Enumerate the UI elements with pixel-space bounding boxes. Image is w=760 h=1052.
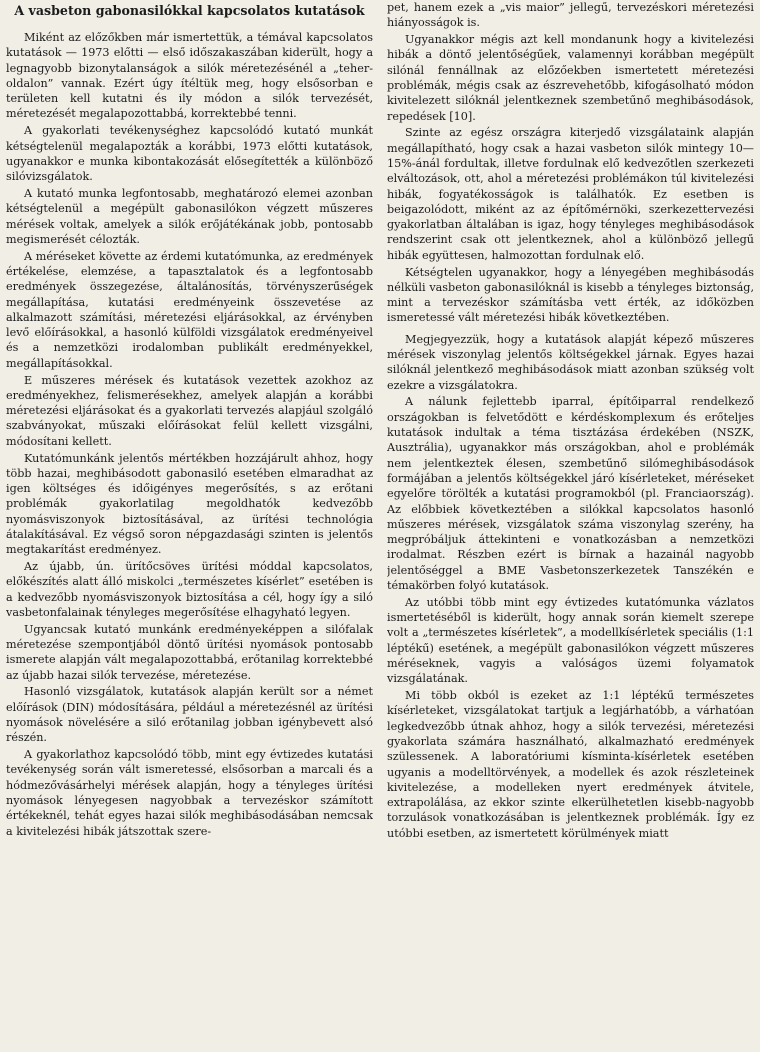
paragraph: Szinte az egész országra kiterjedő vizsgálataink alapján megállapítható, hogy csak a hazai vasbeton silók mintegy 10—15%-ánál fordultak, illetve fordulnak elő kedvezőtlen szerkezeti elváltozások, ott, ahol a méretezési problémákon túl kivitelezési hibák, fogyatékosságok is találhatók. Ez esetben is beigazolódott, miként az az építőmérnöki, szerkezettervezési gyakorlatban általában is igaz, hogy tényleges meghibásodások rendszerint csak ott jelentkeznek, ahol a különböző jellegű hibák együttesen, halmozottan fordulnak elő. — [387, 126, 754, 262]
article-title: A vasbeton gabonasilókkal kapcsolatos kutatások — [14, 3, 365, 18]
paragraph: Kutatómunkánk jelentős mértékben hozzájárult ahhoz, hogy több hazai, meghibásodott gabonasiló esetében elmaradhat az igen költséges és időigényes megerősítés, s az erőtani problémák gyakorlatilag megoldhatók kedvezőbb nyomásviszonyok biztosításával, az ürítési technológia átalakításával. Ez végső soron népgazdasági szinten is jelentős megtakarítást eredményez. — [6, 451, 373, 557]
left-column — [6, 0, 373, 1052]
paragraph: A nálunk fejlettebb iparral, építőiparral rendelkező országokban is felvetődött e kérdéskomplexum és erőteljes kutatások indultak a téma tisztázása érdekében (NSZK, Ausztrália), ugyanakkor más országokban, ahol e problémák nem jelentkeztek élesen, szembetűnő silómeghibásodások formájában a jelentős költségekkel járó kísérleteket, méréseket egyelőre törölték a kutatási programokból (pl. Franciaország). Az előbbiek következtében a silókkal kapcsolatos hasonló műszeres mérések, vizsgálatok száma viszonylag szerény, ha megpróbáljuk áttekinteni e vonatkozásban a nemzetközi irodalmat. Részben ezért is bírnak a hazainál nagyobb jelentőséggel a BME Vasbetonszerkezetek Tanszékén e témakörben folyó kutatások. — [387, 395, 754, 592]
paragraph: A gyakorlati tevékenységhez kapcsolódó kutató munkát kétségtelenül megalapozták a korábbi, 1973 előtti kutatások, ugyanakkor e munka kibontakozását elősegítették a különböző silóvizsgálatok. — [6, 124, 373, 184]
paragraph-continuation: pet, hanem ezek a „vis maior” jellegű, tervezéskori méretezési hiányosságok is. — [387, 1, 754, 30]
paragraph: E műszeres mérések és kutatások vezettek azokhoz az eredményekhez, felismerésekhez, amelyek alapján a korábbi méretezési eljárásokat és a gyakorlati tervezés alapjául szolgáló szabványokat, műszaki előírásokat felül kellett vizsgálni, módosítani kellett. — [6, 373, 373, 448]
paragraph: Az újabb, ún. ürítőcsöves ürítési móddal kapcsolatos, előkészítés alatt álló miskolci „természetes kísérlet” esetében is a kedvezőbb nyomásviszonyok biztosítása a cél, hogy így a siló vasbetonfalainak tényleges megerősítése elhagyható legyen. — [6, 560, 373, 619]
paragraph: Miként az előzőkben már ismertettük, a témával kapcsolatos kutatások — 1973 előtti — első időszakaszában kiderült, hogy a legnagyobb bizonytalanságok a silók méretezésénél a „teher-oldalon” vannak. Ezért úgy ítéltük meg, hogy elsősorban e területen kell kutatni és ily módon a silók tervezését, méretezését megalapozottabbá, korrektebbé tenni. — [6, 31, 373, 121]
paragraph: Ugyanakkor mégis azt kell mondanunk hogy a kivitelezési hibák a döntő jelentőségűek, valamennyi korábban megépült silónál fennállnak az előzőekben ismertetett méretezési problémák, mégis csak az észrevehetőbb, kifogásolható módon kivitelezett silóknál jelentkeznek szembetűnő meghibásodások, repedések [10]. — [387, 33, 754, 123]
paragraph: A kutató munka legfontosabb, meghatározó elemei azonban kétségtelenül a megépült gabonasilókon végzett műszeres mérések voltak, amelyek a silók erőjátékának jobb, pontosabb megismerését célozták. — [6, 186, 373, 246]
paragraph: Ugyancsak kutató munkánk eredményeképpen a silófalak méretezése szempontjából döntő ürítési nyomások pontosabb ismerete alapján vált megalapozottabbá, erőtanilag korrektebbé az újabb hazai silók tervezése, méretezése. — [6, 622, 373, 682]
paragraph: Megjegyezzük, hogy a kutatások alapját képező műszeres mérések viszonylag jelentős költségekkel járnak. Egyes hazai silóknál jelentkező meghibásodások miatt azonban szükség volt ezekre a vizsgálatokra. — [387, 332, 754, 392]
paragraph: Kétségtelen ugyanakkor, hogy a lényegében meghibásodás nélküli vasbeton gabonasilóknál is kisebb a tényleges biztonság, mint a tervezéskor számításba vett érték, az időközben ismeretessé vált méretezési hibák következtében. — [387, 265, 754, 325]
paragraph: Az utóbbi több mint egy évtizedes kutatómunka vázlatos ismertetéséből is kiderült, hogy annak során kiemelt szerepe volt a „természetes kísérletek”, a modellkísérletek speciális (1:1 léptékű) esetének, a megépült gabonasilókon végzett műszeres méréseknek, vagyis a valóságos üzemi folyamatok vizsgálatának. — [387, 595, 754, 686]
right-column — [387, 0, 754, 1052]
paragraph: A méréseket követte az érdemi kutatómunka, az eredmények értékelése, elemzése, a tapasztalatok és a legfontosabb eredmények összegezése, általánosítás, törvényszerűségek megállapítása, kutatási eredményeink összevetése az alkalmazott számítási, méretezési eljárásokkal, az érvényben levő előírásokkal, a hasonló külföldi vizsgálatok eredményeivel és a nemzetközi irodalomban publikált eredményekkel, megállapításokkal. — [6, 249, 373, 370]
paragraph: A gyakorlathoz kapcsolódó több, mint egy évtizedes kutatási tevékenység során vált ismeretessé, elsősorban a marcali és a hódmezővásárhelyi mérések alapján, hogy a tényleges ürítési nyomások lényegesen nagyobbak a tervezéskor számított értékeknél, tehát egyes hazai silók meghibásodásában nemcsak a kivitelezési hibák játszottak szere- — [6, 748, 373, 838]
paragraph: Hasonló vizsgálatok, kutatások alapján került sor a német előírások (DIN) módosítására, például a méretezésnél az ürítési nyomások növelésére a siló erőtanilag jobban igénybevett alsó részén. — [6, 685, 373, 745]
paragraph: Mi több okból is ezeket az 1:1 léptékű természetes kísérleteket, vizsgálatokat tartjuk a legjárhatóbb, a várhatóan legkedvezőbb útnak ahhoz, hogy a silók tervezési, méretezési gyakorlata számára használható, alkalmazható eredmények szülessenek. A laboratóriumi kísminta-kísérletek esetében ugyanis a modelltörvények, a modellek és azok részleteinek kivitelezése, a modelleken nyert eredmények átvitele, extrapolálása, az ekkor szinte elkerülhetetlen kisebb-nagyobb torzulások vonatkozásában is jelentkeznek problémák. Így ez utóbbi esetben, az ismertetett körülmények miatt — [387, 689, 754, 840]
